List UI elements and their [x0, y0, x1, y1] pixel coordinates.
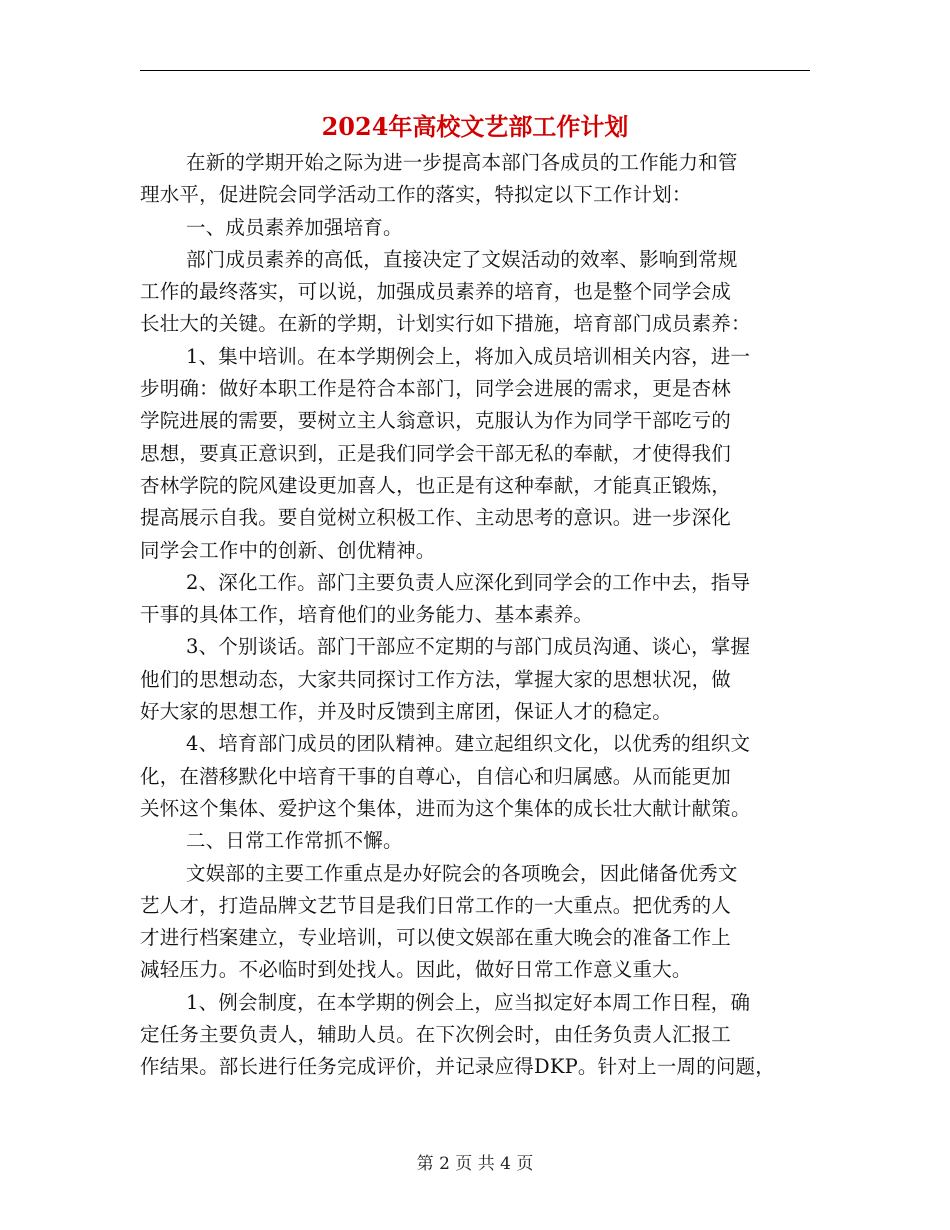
paragraph-line: 提高展示自我。要自觉树立积极工作、主动思考的意识。进一步深化 — [140, 506, 732, 530]
paragraph-line: 作结果。部长进行任务完成评价，并记录应得DKP。针对上一周的问题， — [140, 1055, 775, 1079]
paragraph-line: 好大家的思想工作，并及时反馈到主席团，保证人才的稳定。 — [140, 700, 672, 724]
paragraph-line: 学院进展的需要，要树立主人翁意识，克服认为作为同学干部吃亏的 — [140, 409, 732, 433]
document-title: 2024年高校文艺部工作计划 — [321, 112, 629, 141]
paragraph-line: 理水平，促进院会同学活动工作的落实，特拟定以下工作计划： — [140, 183, 692, 207]
paragraph-line: 杏林学院的院风建设更加喜人，也正是有这种奉献，才能真正锻炼， — [140, 473, 732, 497]
paragraph-line: 他们的思想动态，大家共同探讨工作方法，掌握大家的思想状况，做 — [140, 667, 732, 691]
paragraph-line: 3、个别谈话。部门干部应不定期的与部门成员沟通、谈心，掌握 — [186, 635, 751, 659]
paragraph-line: 长壮大的关键。在新的学期，计划实行如下措施，培育部门成员素养： — [140, 312, 751, 336]
paragraph-line: 部门成员素养的高低，直接决定了文娱活动的效率、影响到常规 — [186, 247, 738, 271]
paragraph-line: 同学会工作中的创新、创优精神。 — [140, 538, 436, 562]
paragraph-line: 干事的具体工作，培育他们的业务能力、基本素养。 — [140, 603, 594, 627]
paragraph-line: 才进行档案建立，专业培训，可以使文娱部在重大晚会的准备工作上 — [140, 926, 732, 950]
document-body — [140, 147, 810, 1084]
paragraph-line: 4、培育部门成员的团队精神。建立起组织文化，以优秀的组织文 — [186, 732, 751, 756]
paragraph-line: 在新的学期开始之际为进一步提高本部门各成员的工作能力和管 — [186, 151, 738, 174]
paragraph-line: 1、集中培训。在本学期例会上，将加入成员培训相关内容，进一 — [186, 344, 751, 368]
paragraph-line: 关怀这个集体、爱护这个集体，进而为这个集体的成长壮大献计献策。 — [140, 796, 751, 820]
paragraph-line: 2、深化工作。部门主要负责人应深化到同学会的工作中去，指导 — [186, 570, 751, 594]
section-heading: 一、成员素养加强培育。 — [186, 215, 403, 239]
paragraph-line: 1、例会制度，在本学期的例会上，应当拟定好本周工作日程，确 — [186, 990, 751, 1014]
paragraph-line: 思想，要真正意识到，正是我们同学会干部无私的奉献，才使得我们 — [140, 441, 732, 465]
paragraph-line: 艺人才，打造品牌文艺节目是我们日常工作的一大重点。把优秀的人 — [140, 893, 732, 917]
page-number-footer: 第 2 页 共 4 页 — [416, 1154, 534, 1174]
paragraph-line: 步明确：做好本职工作是符合本部门，同学会进展的需求，更是杏林 — [140, 377, 732, 401]
paragraph-line: 文娱部的主要工作重点是办好院会的各项晚会，因此储备优秀文 — [186, 861, 738, 885]
paragraph-line: 定任务主要负责人，辅助人员。在下次例会时，由任务负责人汇报工 — [140, 1023, 732, 1047]
paragraph-line: 减轻压力。不必临时到处找人。因此，做好日常工作意义重大。 — [140, 958, 692, 982]
section-heading: 二、日常工作常抓不懈。 — [186, 829, 403, 853]
paragraph-line: 化，在潜移默化中培育干事的自尊心，自信心和归属感。从而能更加 — [140, 764, 732, 788]
header-rule — [140, 70, 810, 71]
paragraph-line: 工作的最终落实，可以说，加强成员素养的培育，也是整个同学会成 — [140, 280, 732, 304]
